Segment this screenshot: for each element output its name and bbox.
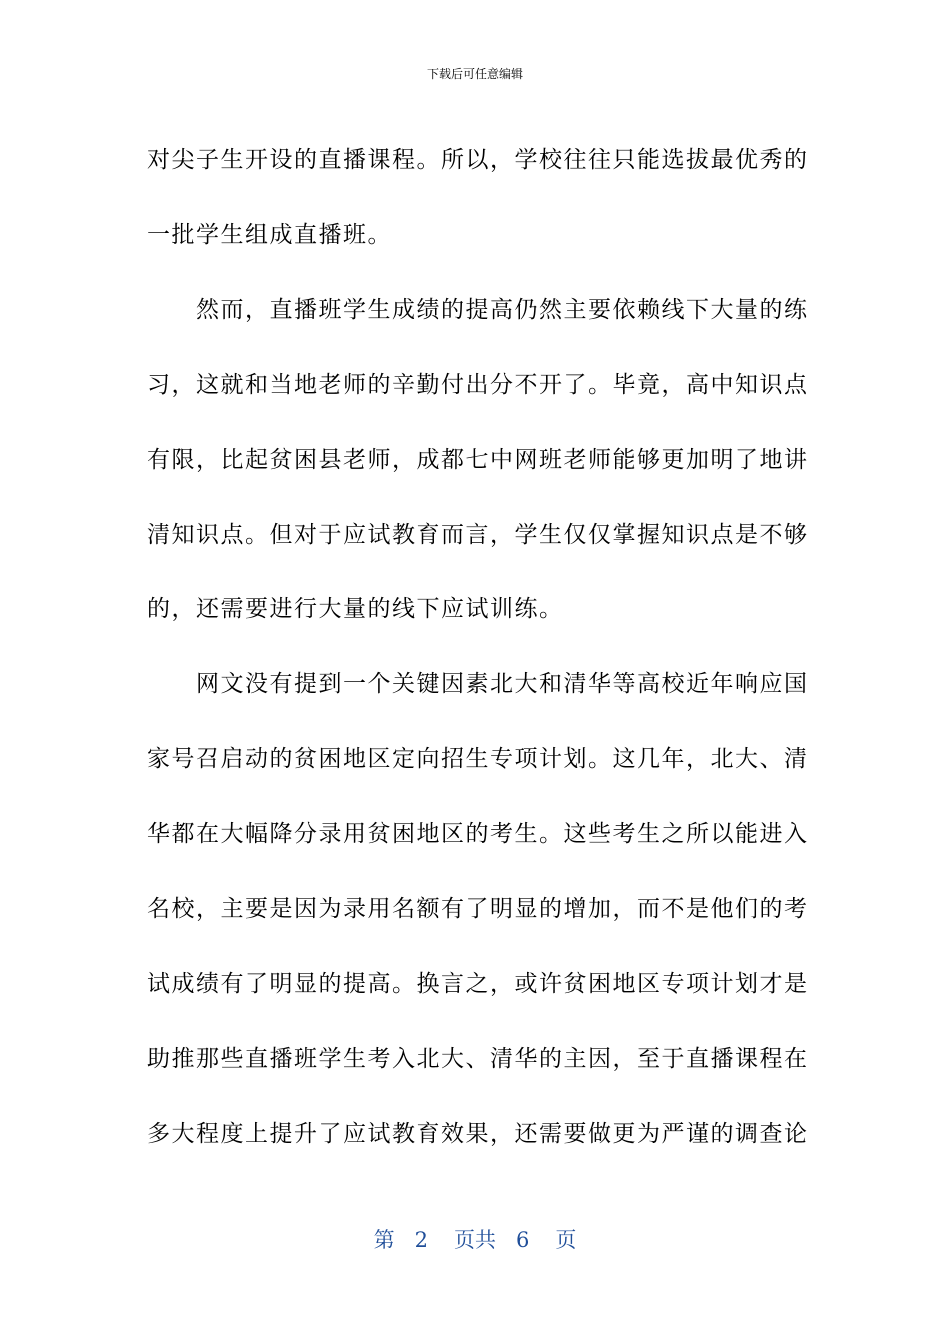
text-line: 有限，比起贫困县老师，成都七中网班老师能够更加明了地讲 — [147, 446, 809, 473]
text-line: 试成绩有了明显的提高。换言之，或许贫困地区专项计划才是 — [147, 970, 809, 997]
text-line: 华都在大幅降分录用贫困地区的考生。这些考生之所以能进入 — [147, 821, 809, 848]
text-line: 的，还需要进行大量的线下应试训练。 — [147, 596, 564, 623]
text-line: 多大程度上提升了应试教育效果，还需要做更为严谨的调查论 — [147, 1120, 809, 1147]
text-line: 对尖子生开设的直播课程。所以，学校往往只能选拔最优秀的 — [147, 147, 809, 173]
text-line: 助推那些直播班学生考入北大、清华的主因，至于直播课程在 — [147, 1045, 809, 1072]
page-footer — [0, 1226, 950, 1254]
text-line: 一批学生组成直播班。 — [147, 221, 392, 248]
text-line: 名校，主要是因为录用名额有了明显的增加，而不是他们的考 — [147, 896, 809, 923]
footer-middle: 页共 — [454, 1228, 496, 1252]
text-line: 习，这就和当地老师的辛勤付出分不开了。毕竟，高中知识点 — [147, 371, 809, 398]
body-text — [147, 123, 809, 1172]
text-line: 家号召启动的贫困地区定向招生专项计划。这几年，北大、清 — [147, 746, 809, 773]
text-line: 清知识点。但对于应试教育而言，学生仅仅掌握知识点是不够 — [147, 521, 809, 548]
text-line: 网文没有提到一个关键因素北大和清华等高校近年响应国 — [147, 671, 809, 698]
footer-suffix: 页 — [555, 1228, 577, 1252]
footer-prefix: 第 — [373, 1228, 395, 1252]
page-header: 下载后可任意编辑 — [426, 67, 523, 81]
footer-page-number: 2 — [414, 1228, 428, 1252]
footer-total-pages: 6 — [516, 1228, 530, 1252]
text-line: 然而，直播班学生成绩的提高仍然主要依赖线下大量的练 — [147, 296, 809, 323]
